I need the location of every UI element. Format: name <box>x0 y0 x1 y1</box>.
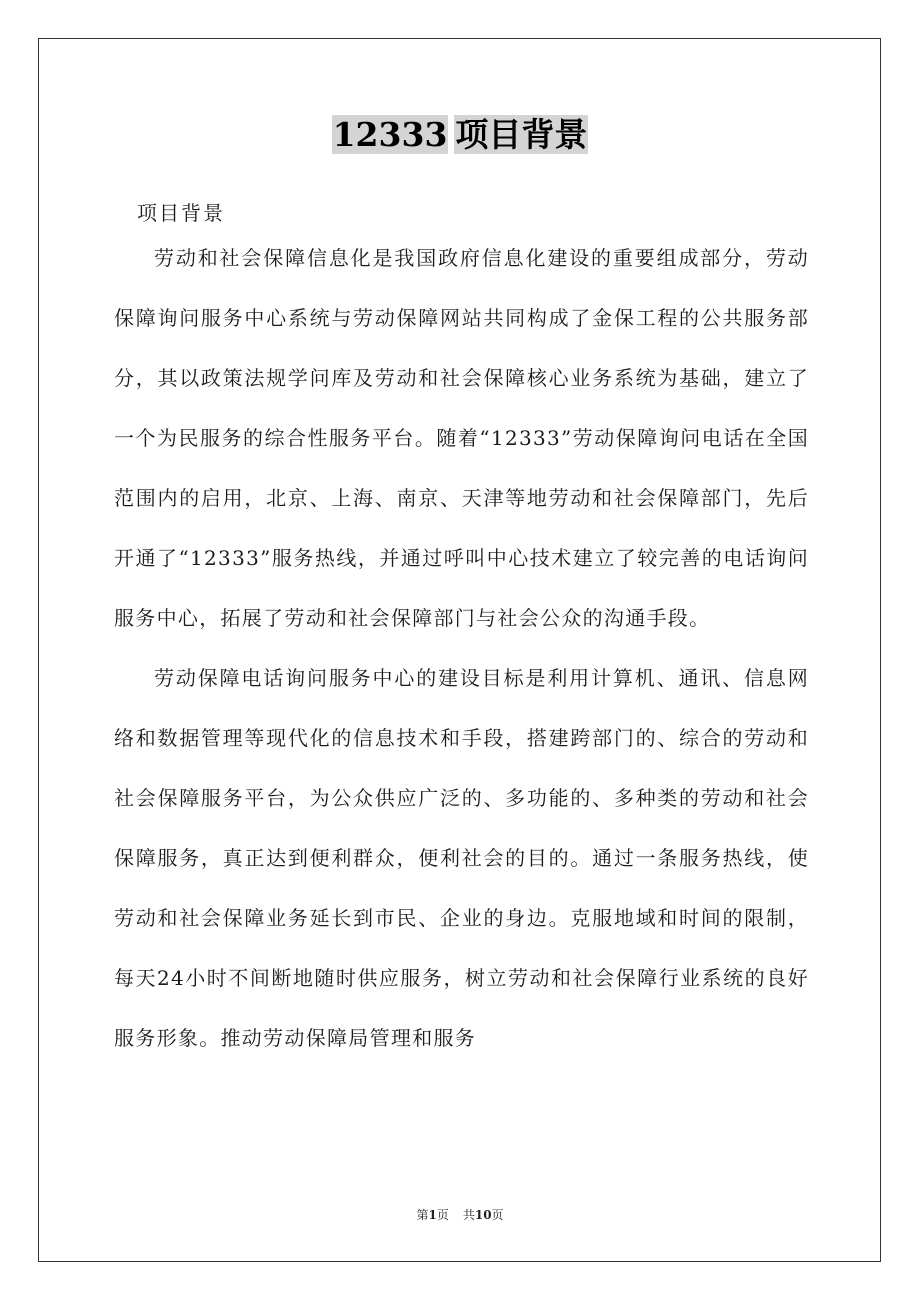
title-number: 12333 <box>332 115 448 154</box>
page-suffix: 页 <box>436 1208 449 1222</box>
page-current: 1 <box>428 1208 437 1222</box>
title-container <box>0 112 920 158</box>
title-text: 项目背景 <box>455 115 588 154</box>
total-prefix: 共 <box>462 1208 475 1222</box>
document-title <box>332 112 589 158</box>
total-suffix: 页 <box>491 1208 504 1222</box>
body-text <box>114 228 809 1068</box>
page-prefix: 第 <box>416 1208 429 1222</box>
page-total: 10 <box>474 1208 492 1222</box>
section-heading: 项目背景 <box>137 201 225 225</box>
page-footer <box>0 1206 920 1224</box>
paragraph: 劳动保障电话询问服务中心的建设目标是利用计算机、通讯、信息网络和数据管理等现代化的信息技术和手段，搭建跨部门的、综合的劳动和社会保障服务平台，为公众供应广泛的、多功能的、多种类的劳动和社会保障服务，真正达到便利群众，便利社会的目的。通过一条服务热线，使劳动和社会保障业务延长到市民、企业的身边。克服地域和时间的限制，每天24小时不间断地随时供应服务，树立劳动和社会保障行业系统的良好服务形象。推动劳动保障局管理和服务 <box>114 666 809 1050</box>
paragraph: 劳动和社会保障信息化是我国政府信息化建设的重要组成部分，劳动保障询问服务中心系统与劳动保障网站共同构成了金保工程的公共服务部分，其以政策法规学问库及劳动和社会保障核心业务系统为基础，建立了一个为民服务的综合性服务平台。随着“12333”劳动保障询问电话在全国范围内的启用，北京、上海、南京、天津等地劳动和社会保障部门，先后开通了“12333”服务热线，并通过呼叫中心技术建立了较完善的电话询问服务中心，拓展了劳动和社会保障部门与社会公众的沟通手段。 <box>114 246 809 630</box>
